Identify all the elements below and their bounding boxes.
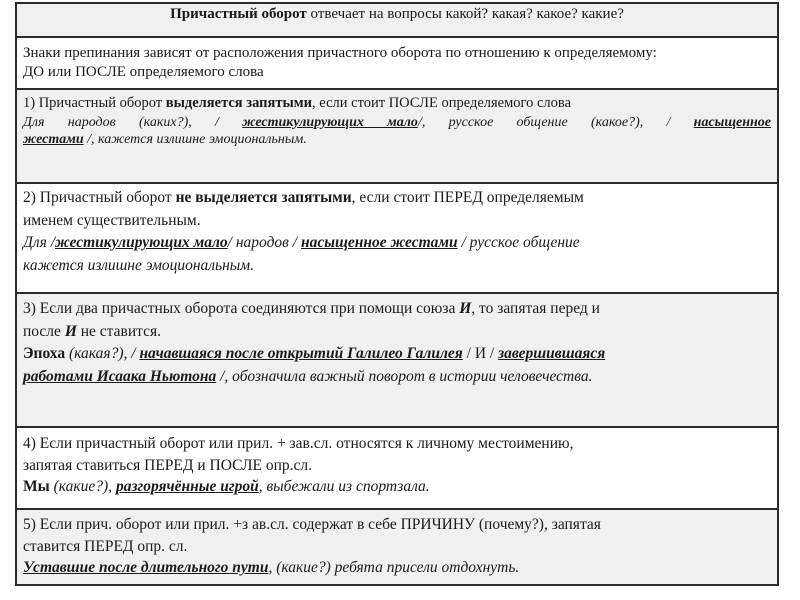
ex5-rest: , (какие?) ребята присели отдохнуть. xyxy=(268,559,520,576)
ex3-participle-1: начавшаяся после открытий Галилео Галилея xyxy=(139,345,463,362)
rule-1-example-line-1 xyxy=(23,116,771,130)
ex5-participle: Уставшие после длительного пути xyxy=(23,559,269,576)
ex3-participle-2: завершившаяся xyxy=(498,345,606,362)
rule-2-line-1 xyxy=(23,190,771,206)
rule-2-part-c: , если стоит ПЕРЕД определяемым xyxy=(351,189,584,206)
rule-3-line-1 xyxy=(23,301,771,317)
intro-line-1: Знаки препинания зависят от расположения причастного оборота по отношению к определяемому: xyxy=(23,45,657,61)
header-text xyxy=(17,7,777,22)
rule-2-line-2: именем существительным. xyxy=(23,211,201,229)
rule-2-part-a: 2) Причастный оборот xyxy=(23,189,176,206)
table-row-rule-3 xyxy=(15,294,779,428)
rule-1-text xyxy=(23,96,771,111)
rule-3-part-c: , то запятая перед и xyxy=(471,300,600,317)
rule-2-bold: не выделяется запятыми xyxy=(175,189,352,206)
rule-3-part-a: 3) Если два причастных оборота соединяются при помощи союза xyxy=(23,300,460,317)
rule-3-conj-2: И xyxy=(64,322,77,340)
rule-1-part-c: , если стоит ПОСЛЕ определяемого слова xyxy=(312,95,572,111)
rule-4-example xyxy=(23,479,771,495)
rule-3-line-2 xyxy=(23,324,771,340)
ex3-rest: /, обозначила важный поворот в истории человечества. xyxy=(216,367,593,385)
ex1-participle: жестикулирующих мало xyxy=(242,114,418,130)
header-rest: отвечает на вопросы какой? какая? какое? какие? xyxy=(306,6,624,22)
rule-4-line-1: 4) Если причастный оборот или прил. + зав.сл. относятся к личному местоимению, xyxy=(23,435,574,452)
ex4-question: (какие?), xyxy=(49,478,116,495)
rule-3-example-line-1 xyxy=(23,346,771,362)
ex2-a: Для / xyxy=(23,234,56,251)
ex1-participle-2: насыщенное xyxy=(693,114,772,130)
rule-2-example-line-2: кажется излишне эмоциональным. xyxy=(23,256,255,274)
rule-3-d1: после xyxy=(23,322,65,340)
rule-1-part-a: 1) Причастный оборот xyxy=(23,95,166,111)
ex2-b: / народов / xyxy=(227,234,301,251)
ex4-pronoun: Мы xyxy=(23,478,50,495)
header-term: Причастный оборот xyxy=(170,6,307,22)
rule-5-line-1: 5) Если прич. оборот или прил. +з ав.сл. содержат в себе ПРИЧИНУ (почему?), запятая xyxy=(23,516,601,533)
ex4-rest: , выбежали из спортзала. xyxy=(258,478,430,495)
ex3-conj: / И / xyxy=(462,345,499,362)
table-row-header xyxy=(15,2,779,38)
table-row-intro xyxy=(15,38,779,90)
ex1-participle-2b: жестами xyxy=(23,131,84,147)
rule-3-conj: И xyxy=(459,300,472,317)
intro-line-2: ДО или ПОСЛЕ определяемого слова xyxy=(23,64,264,80)
rule-1-example-line-2 xyxy=(23,133,771,147)
ex3-participle-2b: работами Исаака Ньютона xyxy=(23,367,217,385)
ex1-b: /, русское общение (какое?), / xyxy=(417,114,671,130)
rule-5-line-2: ставится ПЕРЕД опр. сл. xyxy=(23,537,188,555)
table-row-rule-4 xyxy=(15,428,779,510)
table-row-rule-1 xyxy=(15,90,779,184)
table-row-rule-5 xyxy=(15,510,779,586)
rule-4-line-2: запятая ставиться ПЕРЕД и ПОСЛЕ опр.сл. xyxy=(23,456,313,474)
table-row-rule-2 xyxy=(15,184,779,294)
ex4-participle: разгорячённые игрой xyxy=(115,478,259,495)
ex2-c: / русское общение xyxy=(457,234,580,251)
rule-5-example xyxy=(23,560,771,576)
ex2-participle-2: насыщенное жестами xyxy=(300,234,458,251)
ex1-a: Для народов (каких?), / xyxy=(23,114,219,130)
ex2-participle: жестикулирующих мало xyxy=(55,234,228,251)
rule-3-d3: не ставится. xyxy=(76,322,161,340)
rule-2-example-line-1 xyxy=(23,235,771,251)
ex1-c: /, кажется излишне эмоциональным. xyxy=(83,131,307,147)
ex3-subject: Эпоха xyxy=(23,345,66,362)
rule-1-bold: выделяется запятыми xyxy=(165,95,313,111)
ex3-question: (какая?), / xyxy=(65,345,140,362)
rule-3-example-line-2 xyxy=(23,369,771,385)
